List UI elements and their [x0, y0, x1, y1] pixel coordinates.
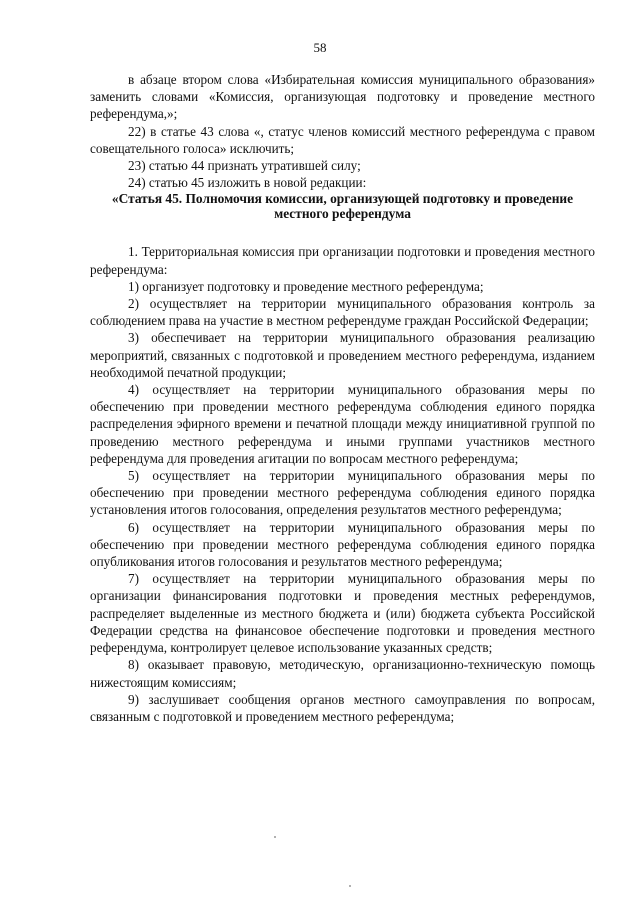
article-paragraph: 8) оказывает правовую, методическую, организационно-техническую помощь нижестоящим комиссиям; [90, 657, 595, 690]
intro-paragraph: 24) статью 45 изложить в новой редакции: [128, 175, 367, 191]
page-number: 58 [313, 40, 327, 55]
article-paragraph: 5) осуществляет на территории муниципального образования меры по обеспечению при проведении местного референдума соблюдения единого порядка установления итогов голосования, определения результатов местного референдума; [90, 468, 595, 518]
intro-paragraph: в абзаце втором слова «Избирательная комиссия муниципального образования» заменить словами «Комиссия, организующая подготовку и проведение местного референдума,»; [90, 72, 595, 122]
article-paragraph: 6) осуществляет на территории муниципального образования меры по обеспечению при проведении местного референдума соблюдения единого порядка опубликования итогов голосования и результатов местного референдума; [90, 519, 595, 570]
intro-paragraph: 22) в статье 43 слова «, статус членов комиссий местного референдума с правом совещательного голоса» исключить; [90, 123, 595, 156]
article-paragraph: 1) организует подготовку и проведение местного референдума; [128, 278, 484, 294]
article-paragraph: 2) осуществляет на территории муниципального образования контроль за соблюдением права на участие в местном референдуме граждан Российской Федерации; [90, 296, 595, 329]
scan-speck [274, 836, 276, 838]
article-paragraph: 1. Территориальная комиссия при организации подготовки и проведения местного референдума: [90, 244, 595, 277]
article-paragraph: 3) обеспечивает на территории муниципального образования реализацию мероприятий, связанных с подготовкой и проведением местного референдума, изданием необходимой печатной продукции; [90, 330, 595, 380]
article-paragraph: 4) осуществляет на территории муниципального образования меры по обеспечению при проведении местного референдума соблюдения единого порядка распределения эфирного времени и печатной площади между инициативной группой по проведению местного референдума и иными группами участников местного референдума для проведения агитации по вопросам местного референдума; [90, 382, 595, 466]
article-heading: «Статья 45. Полномочия комиссии, организующей подготовку и проведение местного референдума [111, 191, 574, 222]
scan-speck [349, 885, 351, 887]
intro-paragraph: 23) статью 44 признать утратившей силу; [128, 158, 361, 174]
article-paragraph: 7) осуществляет на территории муниципального образования меры по организации финансирования подготовки и проведения местных референдумов, распределяет выделенные из местного бюджета и (или) бюджета субъекта Российской Федерации средства на финансовое обеспечение подготовки и проведения местного референдума, контролирует целевое использование указанных средств; [90, 571, 595, 656]
article-paragraph: 9) заслушивает сообщения органов местного самоуправления по вопросам, связанным с подготовкой и проведением местного референдума; [90, 691, 595, 724]
document-body [90, 71, 595, 725]
